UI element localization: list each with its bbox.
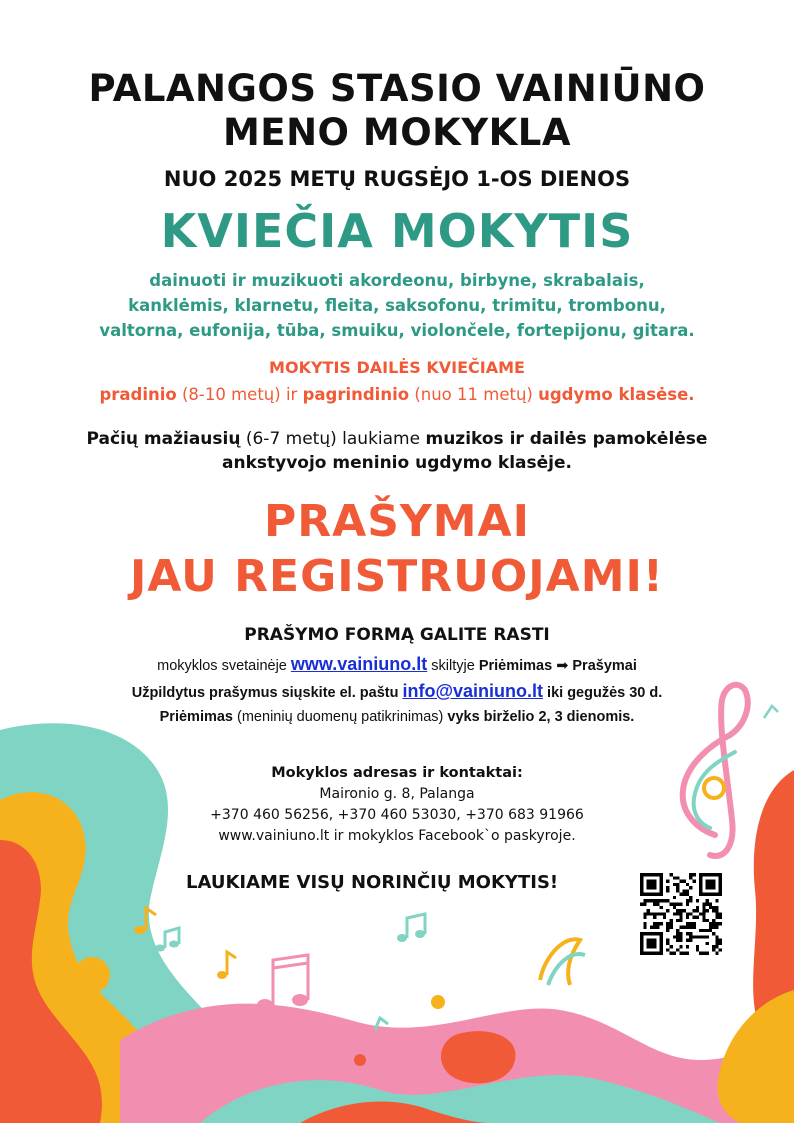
music-note-icon <box>217 952 236 979</box>
art-heading: MOKYTIS DAILĖS KVIEČIAME <box>269 358 525 377</box>
closing-text: LAUKIAME VISŲ NORINČIŲ MOKYTIS! <box>186 872 559 893</box>
orange-dot <box>354 1054 366 1066</box>
start-date: NUO 2025 METŲ RUGSĖJO 1-OS DIENOS <box>163 167 631 191</box>
form-website-line <box>0 654 794 675</box>
arrow-right-icon: ➡ <box>556 658 569 674</box>
instrument-list <box>90 268 704 343</box>
music-note-icon <box>540 939 585 985</box>
form-website-text: mokyklos svetainėje <box>157 658 291 674</box>
form-section-text: skiltyje <box>427 658 479 674</box>
art-age-primary: (8-10 metų) ir <box>176 385 303 404</box>
contacts-phones: +370 460 56256, +370 460 53030, +370 683 91966 <box>210 807 584 823</box>
website-link[interactable]: www.vainiuno.lt <box>290 654 428 674</box>
school-name-line-2: MENO MOKYKLA <box>222 111 571 154</box>
form-heading: PRAŠYMO FORMĄ GALITE RASTI <box>244 625 550 645</box>
contacts-block <box>0 763 794 847</box>
school-name-line-1: PALANGOS STASIO VAINIŪNO <box>88 67 706 110</box>
contacts-heading: Mokyklos adresas ir kontaktai: <box>271 765 523 781</box>
admission-line <box>0 709 794 725</box>
contacts-web: www.vainiuno.lt ir mokyklos Facebook`o paskyroje. <box>218 828 576 844</box>
invite-heading: KVIEČIA MOKYTIS <box>160 204 634 258</box>
art-classes-label: ugdymo klasėse. <box>538 385 695 404</box>
form-email-line <box>0 681 794 702</box>
admission-check: (meninių duomenų patikrinimas) <box>233 709 448 725</box>
early-age: (6-7 metų) laukiame <box>240 429 426 449</box>
early-class: ankstyvojo meninio ugdymo klasėje. <box>222 453 572 473</box>
music-note-icon <box>155 928 179 952</box>
art-basic: pagrindinio <box>302 385 410 404</box>
instrument-line-2: kanklėmis, klarnetu, fleita, saksofonu, trimitu, trombonu, <box>128 296 666 315</box>
email-instruction: Užpildytus prašymus siųskite el. paštu <box>131 685 403 701</box>
orange-splash <box>441 1031 516 1083</box>
early-education <box>80 427 714 475</box>
early-lessons: muzikos ir dailės pamokėlėse <box>425 429 708 449</box>
qr-code[interactable] <box>640 873 722 955</box>
deadline-text: iki gegužės 30 d. <box>543 685 663 701</box>
art-age-basic: (nuo 11 metų) <box>409 385 539 404</box>
instrument-line-3: valtorna, eufonija, tūba, smuiku, violončele, fortepijonu, gitara. <box>99 321 695 340</box>
yellow-dot <box>431 995 445 1009</box>
art-primary: pradinio <box>99 385 177 404</box>
early-smallest: Pačių mažiausių <box>86 429 241 449</box>
applications-line-2: JAU REGISTRUOJAMI! <box>130 551 664 602</box>
music-note-icon <box>257 955 308 1011</box>
yellow-dot <box>74 957 110 993</box>
admission-word: Priėmimas <box>159 709 233 725</box>
applications-label: Prašymai <box>572 658 637 674</box>
admission-label: Priėmimas <box>478 658 553 674</box>
art-classes <box>0 385 794 404</box>
contacts-address: Maironio g. 8, Palanga <box>319 786 475 802</box>
admission-dates: vyks birželio 2, 3 dienomis. <box>447 709 635 725</box>
music-note-icon <box>397 914 425 942</box>
email-link[interactable]: info@vainiuno.lt <box>402 681 544 701</box>
applications-line-1: PRAŠYMAI <box>264 496 530 547</box>
instrument-line-1: dainuoti ir muzikuoti akordeonu, birbyne, skrabalais, <box>149 271 645 290</box>
